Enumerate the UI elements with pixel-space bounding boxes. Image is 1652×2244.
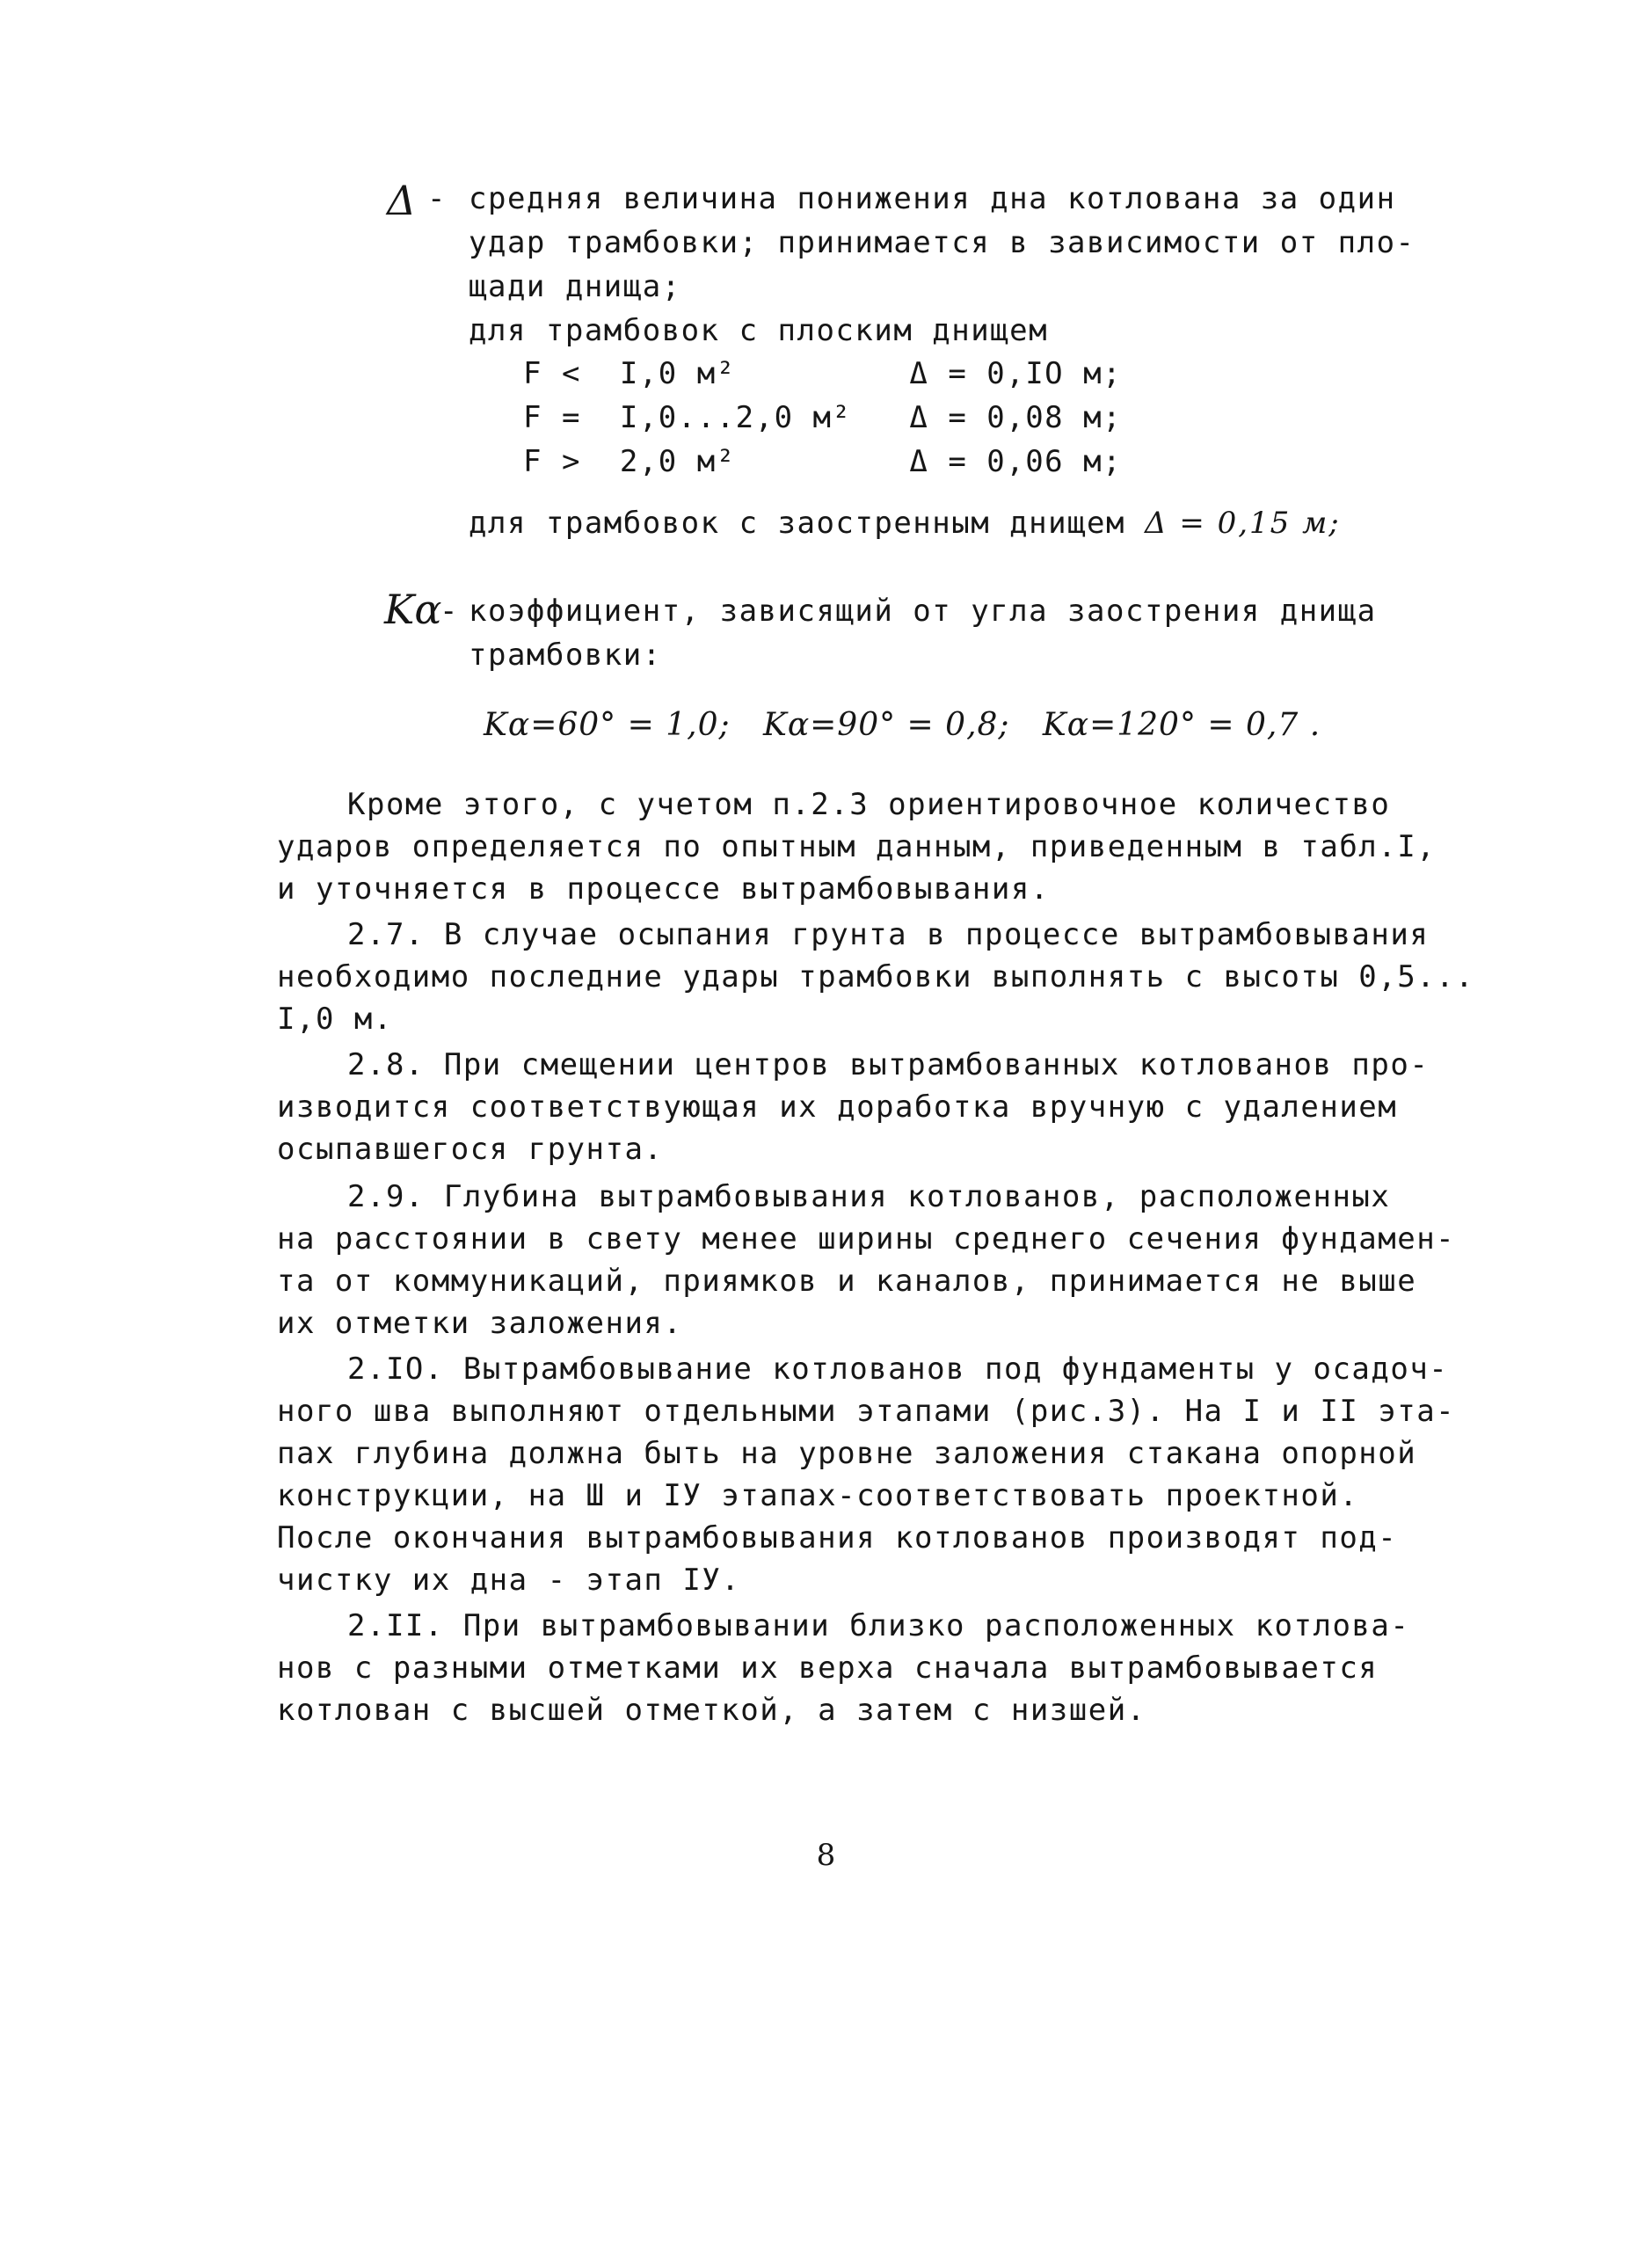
k-alpha-formula: Kα=60° = 1,0; Kα=90° = 0,8; Kα=120° = 0,7 . [484,707,1321,743]
k-alpha-symbol: Kα [384,586,442,633]
p2-8-line-1: 2.8. При смещении центров вытрамбованных котлованов про- [347,1047,1430,1082]
delta-def-line-1: средняя величина понижения дна котлована за один [469,181,1396,216]
p2-10-line-6: чистку их дна - этап IУ. [277,1563,741,1598]
p2-11-line-2: нов с разными отметками их верха сначала вытрамбовывается [277,1650,1379,1686]
intro-line-1: Кроме этого, с учетом п.2.3 ориентировочное количество [347,787,1391,822]
p2-11-line-3: котлован с высшей отметкой, а затем с низшей. [277,1693,1146,1728]
p2-10-line-5: После окончания вытрамбовывания котлованов производят под- [277,1520,1398,1556]
p2-8-line-2: изводится соответствующая их доработка вручную с удалением [277,1089,1398,1125]
delta-def-line-4: для трамбовок с плоским днищем [469,313,1049,348]
delta-sharp-text: для трамбовок с заостренным днищем [469,506,1145,541]
intro-line-2: ударов определяется по опытным данным, приведенным в табл.I, [277,829,1437,864]
p2-7-line-1: 2.7. В случае осыпания грунта в процессе вытрамбовывания [347,917,1430,952]
delta-def-line-3: щади днища; [469,269,681,304]
p2-7-line-2: необходимо последние удары трамбовки выполнять с высоты 0,5... [277,959,1475,994]
p2-10-line-1: 2.IO. Вытрамбовывание котлованов под фундаменты у осадоч- [347,1352,1449,1387]
intro-line-3: и уточняется в процессе вытрамбовывания. [277,871,1050,907]
delta-symbol: Δ [387,177,417,224]
delta-case-2: F = I,0...2,0 м² Δ = 0,08 м; [523,400,1123,435]
p2-9-line-2: на расстоянии в свету менее ширины среднего сечения фундамен- [277,1221,1456,1257]
p2-11-line-1: 2.II. При вытрамбовывании близко расположенных котлова- [347,1608,1410,1643]
p2-8-line-3: осыпавшегося грунта. [277,1132,664,1167]
p2-9-line-3: та от коммуникаций, приямков и каналов, принимается не выше [277,1264,1417,1299]
delta-case-1: F < I,0 м² Δ = 0,IO м; [523,356,1123,391]
p2-10-line-3: пах глубина должна быть на уровне заложения стакана опорной [277,1436,1417,1471]
p2-10-line-4: конструкции, на Ш и IУ этапах-соответствовать проектной. [277,1478,1359,1513]
k-def-line-1: коэффициент, зависящий от угла заострения днища [469,594,1377,629]
page-number: 8 [816,1838,836,1873]
p2-9-line-4: их отметки заложения. [277,1306,683,1341]
delta-sharp-bottom-line [469,506,1341,541]
k-alpha-dash: - [440,594,459,629]
p2-7-line-3: I,0 м. [277,1002,393,1037]
delta-dash: - [427,181,447,216]
delta-sharp-value: Δ = 0,15 м; [1144,506,1341,541]
delta-case-3: F > 2,0 м² Δ = 0,06 м; [523,444,1123,479]
delta-def-line-2: удар трамбовки; принимается в зависимости от пло- [469,225,1415,260]
p2-10-line-2: ного шва выполняют отдельными этапами (рис.3). На I и II эта- [277,1394,1456,1429]
k-def-line-2: трамбовки: [469,638,662,673]
p2-9-line-1: 2.9. Глубина вытрамбовывания котлованов, расположенных [347,1179,1391,1214]
